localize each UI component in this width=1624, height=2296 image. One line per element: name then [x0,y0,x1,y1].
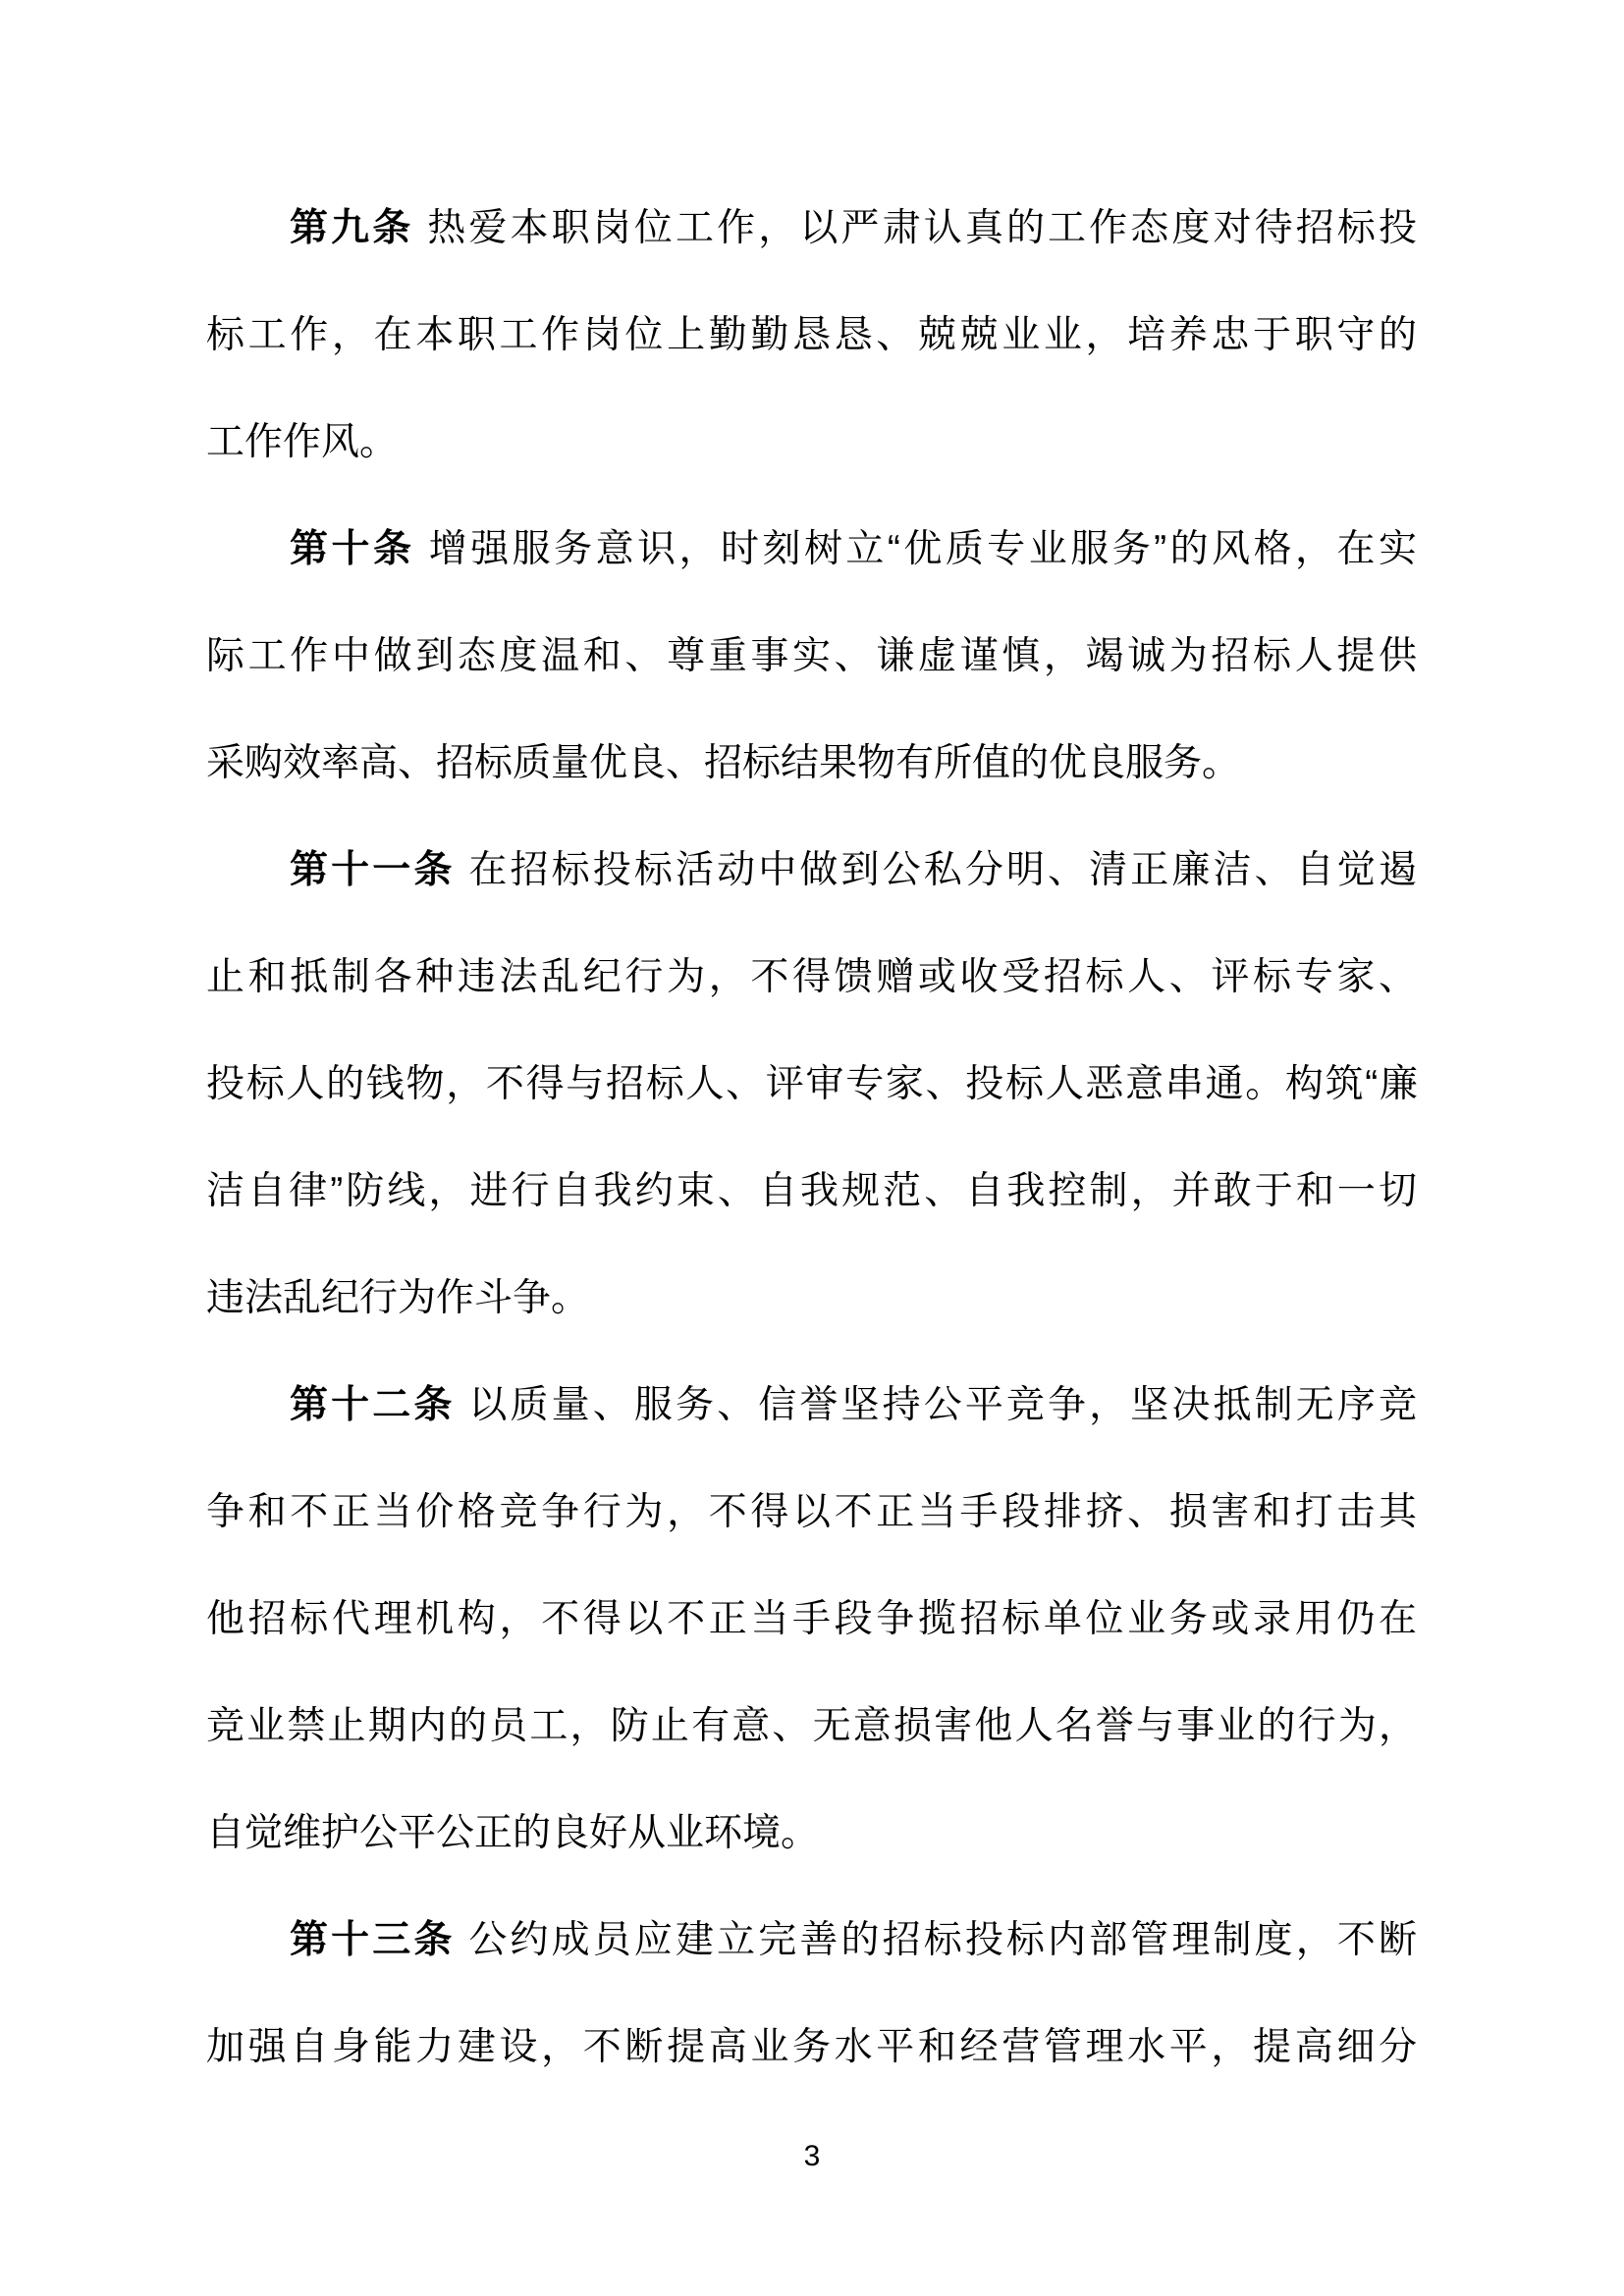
article-number: 第十条 [290,528,415,570]
line-text: 投标人的钱物，不得与招标人、评审专家、投标人恶意串通。构筑“廉 [206,1063,1417,1105]
line-text: 止和抵制各种违法乱纪行为，不得馈赠或收受招标人、评标专家、 [206,956,1417,998]
line-text: 标工作，在本职工作岗位上勤勤恳恳、兢兢业业，培养忠于职守的 [206,314,1417,356]
line-text: 自觉维护公平公正的良好从业环境。 [206,1812,820,1854]
line-text: 际工作中做到态度温和、尊重事实、谦虚谨慎，竭诚为招标人提供 [206,635,1417,677]
line-text: 采购效率高、招标质量优良、招标结果物有所值的优良服务。 [206,742,1241,784]
text-line [206,1887,1417,1994]
line-text: 公约成员应建立完善的招标投标内部管理制度，不断 [455,1919,1417,1961]
line-text: 以质量、服务、信誉坚持公平竞争，坚决抵制无序竞 [455,1384,1417,1426]
text-line [206,282,1417,389]
text-line [206,389,1417,496]
line-text: 违法乱纪行为作斗争。 [206,1277,590,1319]
text-line [206,817,1417,924]
article-number: 第十三条 [290,1919,456,1961]
line-text: 在招标投标活动中做到公私分明、清正廉洁、自觉遏 [455,849,1417,891]
page-footer [0,2140,1624,2173]
line-text: 加强自身能力建设，不断提高业务水平和经营管理水平，提高细分 [206,2026,1417,2068]
article-number: 第十二条 [290,1384,456,1426]
text-line [206,1780,1417,1887]
line-text: 工作作风。 [206,421,399,463]
text-line [206,710,1417,817]
text-line [206,1673,1417,1780]
text-line [206,603,1417,710]
article-number: 第十一条 [290,849,456,891]
text-line [206,496,1417,603]
line-text: 竞业禁止期内的员工，防止有意、无意损害他人名誉与事业的行为， [206,1705,1417,1747]
text-line [206,1245,1417,1352]
text-line [206,1459,1417,1566]
document-body [206,175,1417,2101]
text-line [206,1352,1417,1459]
article-number: 第九条 [290,207,414,249]
text-line [206,175,1417,282]
line-text: 增强服务意识，时刻树立“优质专业服务”的风格，在实 [414,528,1417,570]
text-line [206,1031,1417,1138]
page-number: 3 [803,2140,821,2172]
line-text: 争和不正当价格竞争行为，不得以不正当手段排挤、损害和打击其 [206,1491,1417,1533]
line-text: 他招标代理机构，不得以不正当手段争揽招标单位业务或录用仍在 [206,1598,1417,1640]
line-text: 热爱本职岗位工作，以严肃认真的工作态度对待招标投 [413,207,1417,249]
line-text: 洁自律”防线，进行自我约束、自我规范、自我控制，并敢于和一切 [206,1170,1417,1212]
text-line [206,1566,1417,1673]
text-line [206,1994,1417,2101]
text-line [206,1138,1417,1245]
text-line [206,924,1417,1031]
